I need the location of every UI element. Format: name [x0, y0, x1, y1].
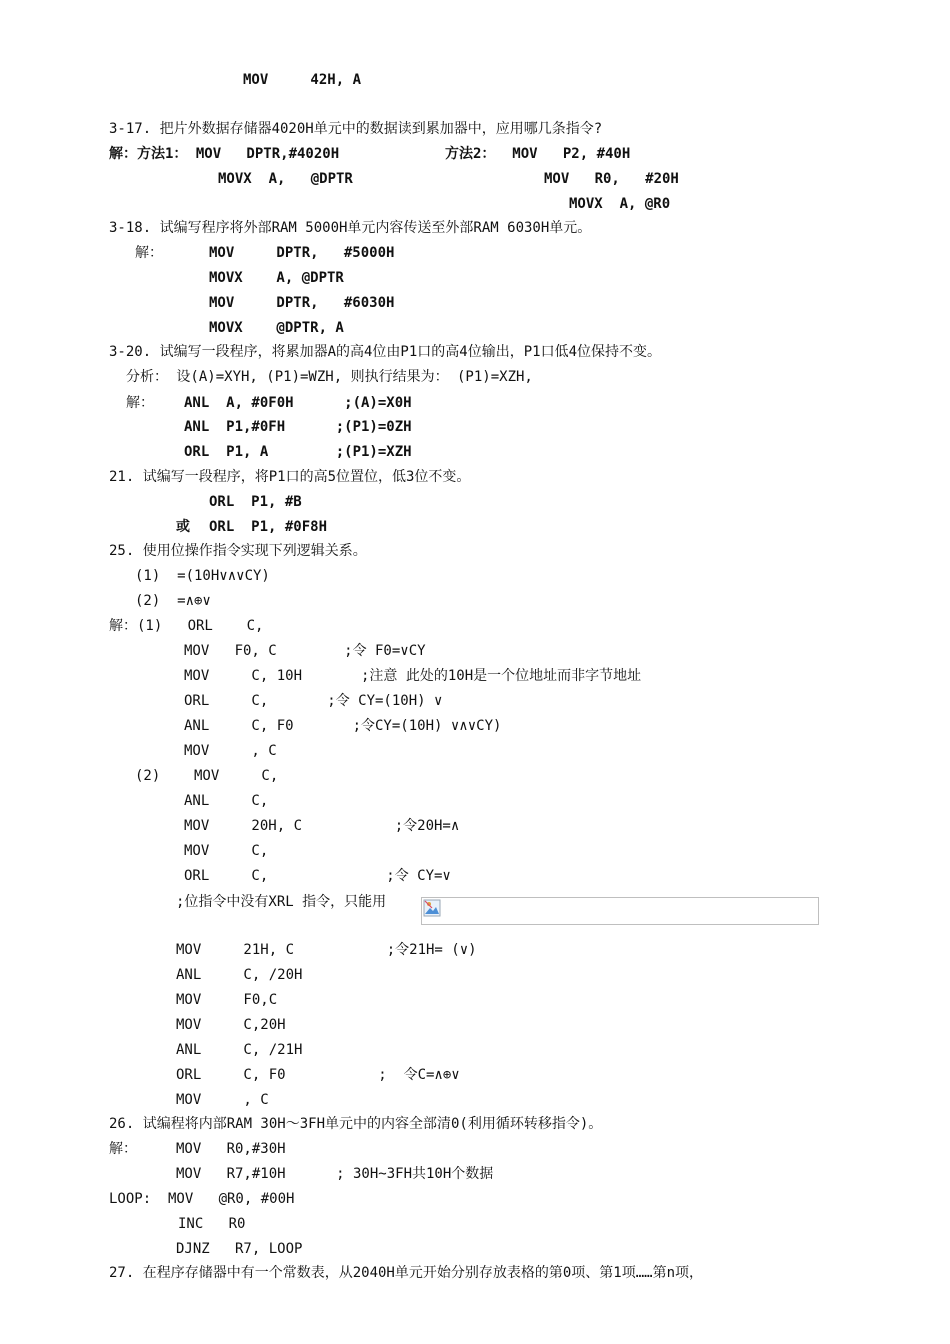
code-line: MOVX A, @DPTR: [218, 171, 353, 187]
code-line: (2) MOV C,: [135, 768, 279, 784]
code-line: MOV F0,C: [176, 992, 278, 1008]
sub-question-1: (1) =(10H∨∧∨CY): [135, 568, 270, 584]
code-line: DJNZ R7, LOOP: [176, 1241, 303, 1257]
question-3-18: 3-18. 试编写程序将外部RAM 5000H单元内容传送至外部RAM 6030H单元。: [109, 220, 592, 236]
code-line: 解：(1) ORL C,: [109, 618, 264, 634]
code-line: ANL C, /21H: [176, 1042, 303, 1058]
code-line: MOV 21H, C ;令21H= (∨): [176, 942, 477, 958]
code-line: MOV 42H, A: [243, 72, 362, 88]
code-line: ANL C,: [184, 793, 269, 809]
question-26: 26. 试编程将内部RAM 30H～3FH单元中的内容全部清0(利用循环转移指令)。: [109, 1116, 603, 1132]
analysis-line: 分析： 设(A)=XYH, (P1)=WZH, 则执行结果为： (P1)=XZH,: [126, 369, 533, 385]
code-line: ORL P1, #0F8H: [209, 519, 328, 535]
question-21: 21. 试编写一段程序，将P1口的高5位置位，低3位不变。: [109, 469, 471, 485]
code-line: MOV DPTR, #5000H: [209, 245, 395, 261]
code-line: MOV R7,#10H ; 30H~3FH共10H个数据: [176, 1166, 494, 1182]
code-line: LOOP: MOV @R0, #00H: [109, 1191, 295, 1207]
sub-question-2: (2) =∧⊕∨: [135, 593, 211, 609]
code-line: MOV DPTR, #6030H: [209, 295, 395, 311]
code-line: ANL C, F0 ;令CY=(10H) ∨∧∨CY): [184, 718, 502, 734]
or-label: 或: [176, 519, 190, 535]
answer-method-1: 解：方法1： MOV DPTR,#4020H: [109, 146, 340, 162]
code-line: MOVX @DPTR, A: [209, 320, 344, 336]
answer-label: 解：: [126, 395, 154, 411]
question-27: 27. 在程序存储器中有一个常数表，从2040H单元开始分别存放表格的第0项、第1项……第n项，: [109, 1265, 703, 1281]
code-line: MOV , C: [184, 743, 277, 759]
code-comment: ;位指令中没有XRL 指令，只能用: [176, 894, 387, 910]
code-line: INC R0: [178, 1216, 246, 1232]
code-line: ORL P1, A ;(P1)=XZH: [184, 444, 412, 460]
code-line: MOV R0, #20H: [544, 171, 679, 187]
code-line: MOVX A, @DPTR: [209, 270, 344, 286]
broken-image-icon: [423, 899, 441, 917]
code-line: ORL C, ;令 CY=∨: [184, 868, 451, 884]
code-line: MOV C,20H: [176, 1017, 286, 1033]
answer-method-2: 方法2： MOV P2, #40H: [445, 146, 631, 162]
code-line: ORL C, F0 ; 令C=∧⊕∨: [176, 1067, 460, 1083]
answer-label: 解：: [109, 1141, 137, 1157]
code-line: MOV 20H, C ;令20H=∧: [184, 818, 460, 834]
answer-label: 解：: [135, 245, 163, 261]
code-line: MOV , C: [176, 1092, 269, 1108]
code-line: ORL C, ;令 CY=(10H) ∨: [184, 693, 443, 709]
question-25: 25. 使用位操作指令实现下列逻辑关系。: [109, 543, 367, 559]
code-line: MOV F0, C ;令 F0=∨CY: [184, 643, 426, 659]
code-line: ANL A, #0F0H ;(A)=X0H: [184, 395, 412, 411]
code-line: MOV R0,#30H: [176, 1141, 286, 1157]
code-line: MOV C,: [184, 843, 269, 859]
code-line: MOVX A, @R0: [569, 196, 671, 212]
code-line: MOV C, 10H ;注意 此处的10H是一个位地址而非字节地址: [184, 668, 642, 684]
missing-image: [421, 897, 819, 925]
code-line: ORL P1, #B: [209, 494, 302, 510]
code-line: ANL P1,#0FH ;(P1)=0ZH: [184, 419, 412, 435]
question-3-17: 3-17. 把片外数据存储器4020H单元中的数据读到累加器中，应用哪几条指令?: [109, 121, 603, 137]
question-3-20: 3-20. 试编写一段程序，将累加器A的高4位由P1口的高4位输出，P1口低4位保持不变。: [109, 344, 662, 360]
code-line: ANL C, /20H: [176, 967, 303, 983]
